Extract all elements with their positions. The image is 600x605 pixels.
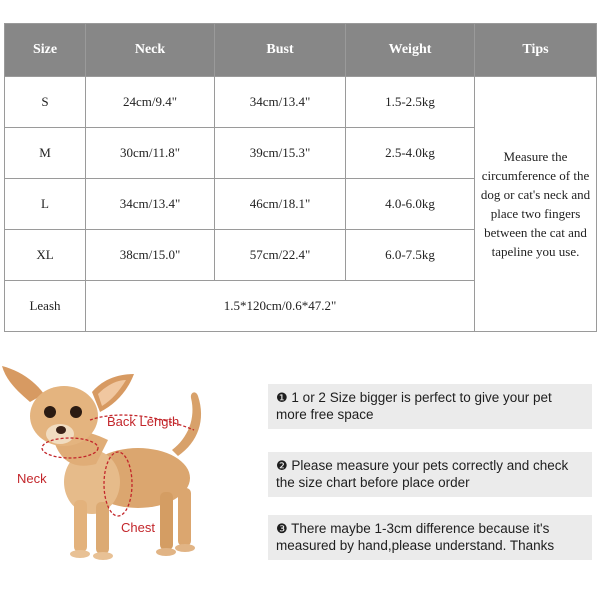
dog-eye — [70, 406, 82, 418]
size-cell: M — [5, 128, 86, 179]
number-2-icon: ❷ — [276, 458, 288, 473]
dog-nose — [56, 426, 66, 434]
chest-label: Chest — [121, 520, 155, 535]
dog-paw — [156, 548, 176, 556]
size-cell: L — [5, 179, 86, 230]
number-1-icon: ❶ — [276, 390, 288, 405]
header-bust: Bust — [215, 24, 346, 77]
size-chart-table — [4, 23, 597, 332]
neck-cell: 30cm/11.8" — [86, 128, 215, 179]
back-length-label: Back Length — [107, 414, 180, 429]
neck-cell: 34cm/13.4" — [86, 179, 215, 230]
note-difference — [268, 515, 592, 560]
dog-paw — [93, 552, 113, 560]
leash-value-cell: 1.5*120cm/0.6*47.2" — [86, 281, 475, 332]
header-neck: Neck — [86, 24, 215, 77]
weight-cell: 4.0-6.0kg — [346, 179, 475, 230]
dog-leg — [160, 492, 173, 550]
table-row — [5, 77, 597, 128]
dog-leg — [74, 500, 87, 552]
note-text: Please measure your pets correctly and check the size chart before place order — [276, 458, 569, 490]
dog-measurement-illustration — [0, 360, 262, 600]
header-tips: Tips — [475, 24, 597, 77]
note-text: There maybe 1-3cm difference because it's measured by hand,please understand. Thanks — [276, 521, 555, 553]
header-weight: Weight — [346, 24, 475, 77]
weight-cell: 1.5-2.5kg — [346, 77, 475, 128]
note-measure-correctly — [268, 452, 592, 497]
dog-leg — [96, 502, 109, 554]
weight-cell: 2.5-4.0kg — [346, 128, 475, 179]
dog-ear — [2, 366, 44, 402]
number-3-icon: ❸ — [276, 521, 288, 536]
header-size: Size — [5, 24, 86, 77]
bust-cell: 57cm/22.4" — [215, 230, 346, 281]
neck-cell: 24cm/9.4" — [86, 77, 215, 128]
neck-cell: 38cm/15.0" — [86, 230, 215, 281]
dog-eye — [44, 406, 56, 418]
size-cell: S — [5, 77, 86, 128]
leash-label-cell: Leash — [5, 281, 86, 332]
bust-cell: 46cm/18.1" — [215, 179, 346, 230]
weight-cell: 6.0-7.5kg — [346, 230, 475, 281]
size-cell: XL — [5, 230, 86, 281]
bust-cell: 34cm/13.4" — [215, 77, 346, 128]
dog-leg — [178, 488, 191, 546]
table-header-row — [5, 24, 597, 77]
neck-label: Neck — [17, 471, 47, 486]
dog-paw — [175, 544, 195, 552]
dog-paw — [70, 550, 90, 558]
note-text: 1 or 2 Size bigger is perfect to give your pet more free space — [276, 390, 552, 422]
note-size-bigger — [268, 384, 592, 429]
tips-cell: Measure the circumference of the dog or cat's neck and place two fingers between the cat and tapeline you use. — [475, 77, 597, 332]
bust-cell: 39cm/15.3" — [215, 128, 346, 179]
